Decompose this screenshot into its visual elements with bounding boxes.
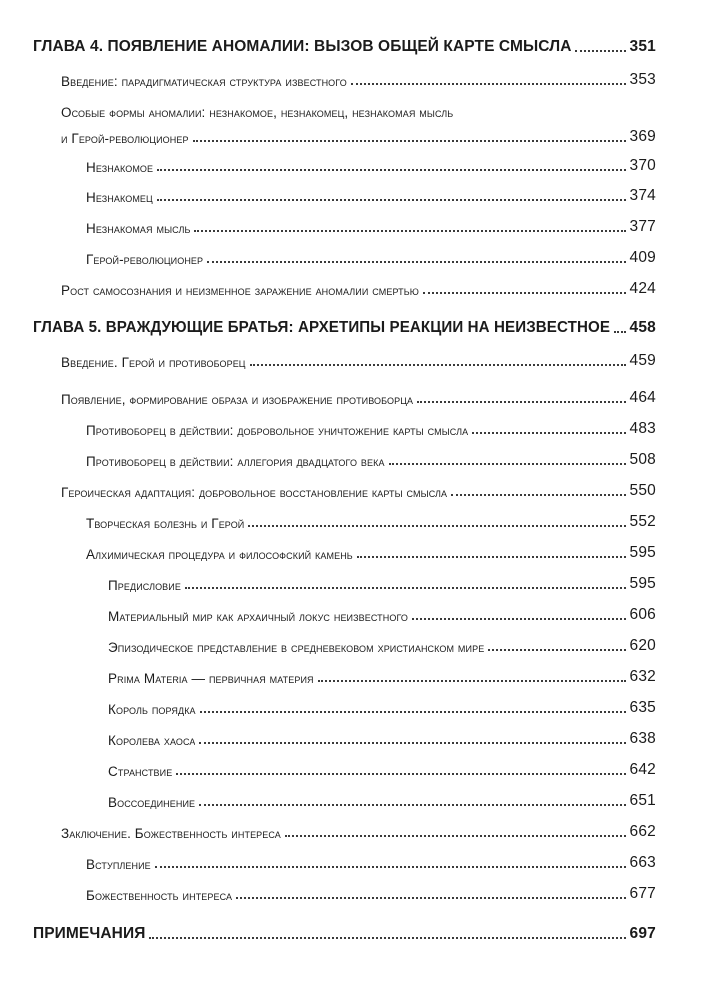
toc-entry[interactable] [86,513,656,531]
toc-entry[interactable] [86,420,656,438]
toc-entry-title: Предисловие [108,578,181,593]
dot-leader [248,525,625,527]
toc-entry-title: Воссоединение [108,795,196,810]
toc-entry-page: 595 [629,575,656,592]
dot-leader [207,261,625,263]
toc-entry-page: 370 [629,157,656,174]
toc-entry-page: 620 [629,637,656,654]
dot-leader [417,401,625,403]
toc-entry-title: Алхимическая процедура и философский камень [86,547,353,562]
toc-entry-page: 638 [629,730,656,747]
toc-entry-title: Незнакомое [86,160,154,175]
toc-entry[interactable] [86,885,656,903]
toc-entry-page: 351 [629,38,656,55]
toc-entry[interactable] [86,157,656,175]
toc-entry-title: Эпизодическое представление в средневековом христианском мире [108,640,485,655]
toc-entry[interactable] [61,71,656,89]
toc-entry-title: Королева хаоса [108,733,196,748]
dot-leader [157,169,625,171]
dot-leader [200,711,626,713]
dot-leader [199,742,625,744]
toc-entry[interactable] [108,792,656,810]
toc-entry[interactable] [86,249,656,267]
toc-entry-multiline[interactable] [61,105,656,146]
dot-leader [472,432,625,434]
toc-entry-page: 677 [629,885,656,902]
toc-entry[interactable] [61,482,656,500]
dot-leader [185,587,626,589]
toc-entry-title: Божественность интереса [86,888,233,903]
toc-entry-page: 508 [629,451,656,468]
toc-entry-page: 374 [629,187,656,204]
toc-entry-title: Странствие [108,764,173,779]
toc-entry-title: Prima Materia — первичная материя [108,671,314,686]
toc-entry-page: 635 [629,699,656,716]
toc-entry-title: Введение: парадигматическая структура известного [61,74,347,89]
toc-entry-title: Герой-революционер [86,252,204,267]
dot-leader [149,937,625,939]
toc-entry[interactable] [61,389,656,407]
toc-entry[interactable] [108,730,656,748]
toc-entry[interactable] [86,187,656,205]
dot-leader [575,50,625,52]
toc-entry[interactable] [108,606,656,624]
toc-entry-title: Противоборец в действии: аллегория двадцатого века [86,454,385,469]
toc-entry-title: Героическая адаптация: добровольное восстановление карты смысла [61,485,448,500]
toc-entry-page: 663 [629,854,656,871]
toc-entry-line2 [61,128,656,146]
toc-entry-page: 550 [629,482,656,499]
toc-entry-page: 606 [629,606,656,623]
toc-entry[interactable] [86,451,656,469]
toc-entry[interactable] [86,544,656,562]
toc-entry[interactable] [86,218,656,236]
toc-entry-title: Противоборец в действии: добровольное уничтожение карты смысла [86,423,469,438]
toc-entry-page: 409 [629,249,656,266]
dot-leader [412,618,625,620]
toc-entry-page: 651 [629,792,656,809]
toc-entry-title: Король порядка [108,702,196,717]
toc-entry[interactable] [108,761,656,779]
toc-entry-title: Вступление [86,857,151,872]
dot-leader [193,140,626,142]
dot-leader [236,897,625,899]
toc-entry-page: 377 [629,218,656,235]
toc-notes[interactable] [33,925,656,943]
dot-leader [157,199,626,201]
dot-leader [488,649,625,651]
dot-leader [389,463,626,465]
dot-leader [318,680,626,682]
toc-entry-title: Незнакомец [86,190,153,205]
dot-leader [176,773,625,775]
toc-entry-title: Рост самосознания и неизменное заражение аномалии смертью [61,283,419,298]
toc-entry-title: Появление, формирование образа и изображение противоборца [61,392,414,407]
toc-entry[interactable] [61,352,656,370]
toc-entry-title: ПРИМЕЧАНИЯ [33,925,146,942]
toc-chapter-4[interactable] [33,38,656,56]
dot-leader [614,331,626,333]
toc-entry[interactable] [61,280,656,298]
toc-entry-title: Заключение. Божественность интереса [61,826,281,841]
toc-entry-page: 632 [629,668,656,685]
toc-entry-page: 595 [629,544,656,561]
toc-entry-title: Введение. Герой и противоборец [61,355,246,370]
toc-entry-title: ГЛАВА 5. ВРАЖДУЮЩИЕ БРАТЬЯ: АРХЕТИПЫ РЕАКЦИИ НА НЕИЗВЕСТНОЕ [33,319,611,336]
toc-entry[interactable] [108,699,656,717]
toc-entry[interactable] [108,668,656,686]
dot-leader [451,494,625,496]
toc-entry-page: 552 [629,513,656,530]
dot-leader [351,83,626,85]
dot-leader [155,866,626,868]
toc-entry[interactable] [86,854,656,872]
toc-entry-page: 697 [629,925,656,942]
toc-entry-page: 464 [629,389,656,406]
toc-entry-title-line1: Особые формы аномалии: незнакомое, незнакомец, незнакомая мысль [61,105,454,120]
toc-entry-title: и Герой-революционер [61,131,189,146]
dot-leader [199,804,625,806]
dot-leader [423,292,626,294]
toc-entry[interactable] [61,823,656,841]
dot-leader [194,230,625,232]
toc-entry-page: 459 [629,352,656,369]
toc-entry-page: 424 [629,280,656,297]
toc-entry-page: 662 [629,823,656,840]
dot-leader [250,364,626,366]
toc-entry-page: 353 [629,71,656,88]
toc-entry[interactable] [108,575,656,593]
toc-entry-page: 458 [629,319,656,336]
toc-entry[interactable] [108,637,656,655]
toc-entry-title: Материальный мир как архаичный локус неизвестного [108,609,409,624]
dot-leader [357,556,626,558]
toc-entry-title: ГЛАВА 4. ПОЯВЛЕНИЕ АНОМАЛИИ: ВЫЗОВ ОБЩЕЙ КАРТЕ СМЫСЛА [33,38,572,55]
toc-entry-page: 369 [629,128,656,145]
toc-entry-page: 483 [629,420,656,437]
toc-entry-title: Незнакомая мысль [86,221,191,236]
toc-chapter-5[interactable] [33,319,656,337]
toc-entry-page: 642 [629,761,656,778]
toc-entry-title: Творческая болезнь и Герой [86,516,245,531]
dot-leader [285,835,626,837]
